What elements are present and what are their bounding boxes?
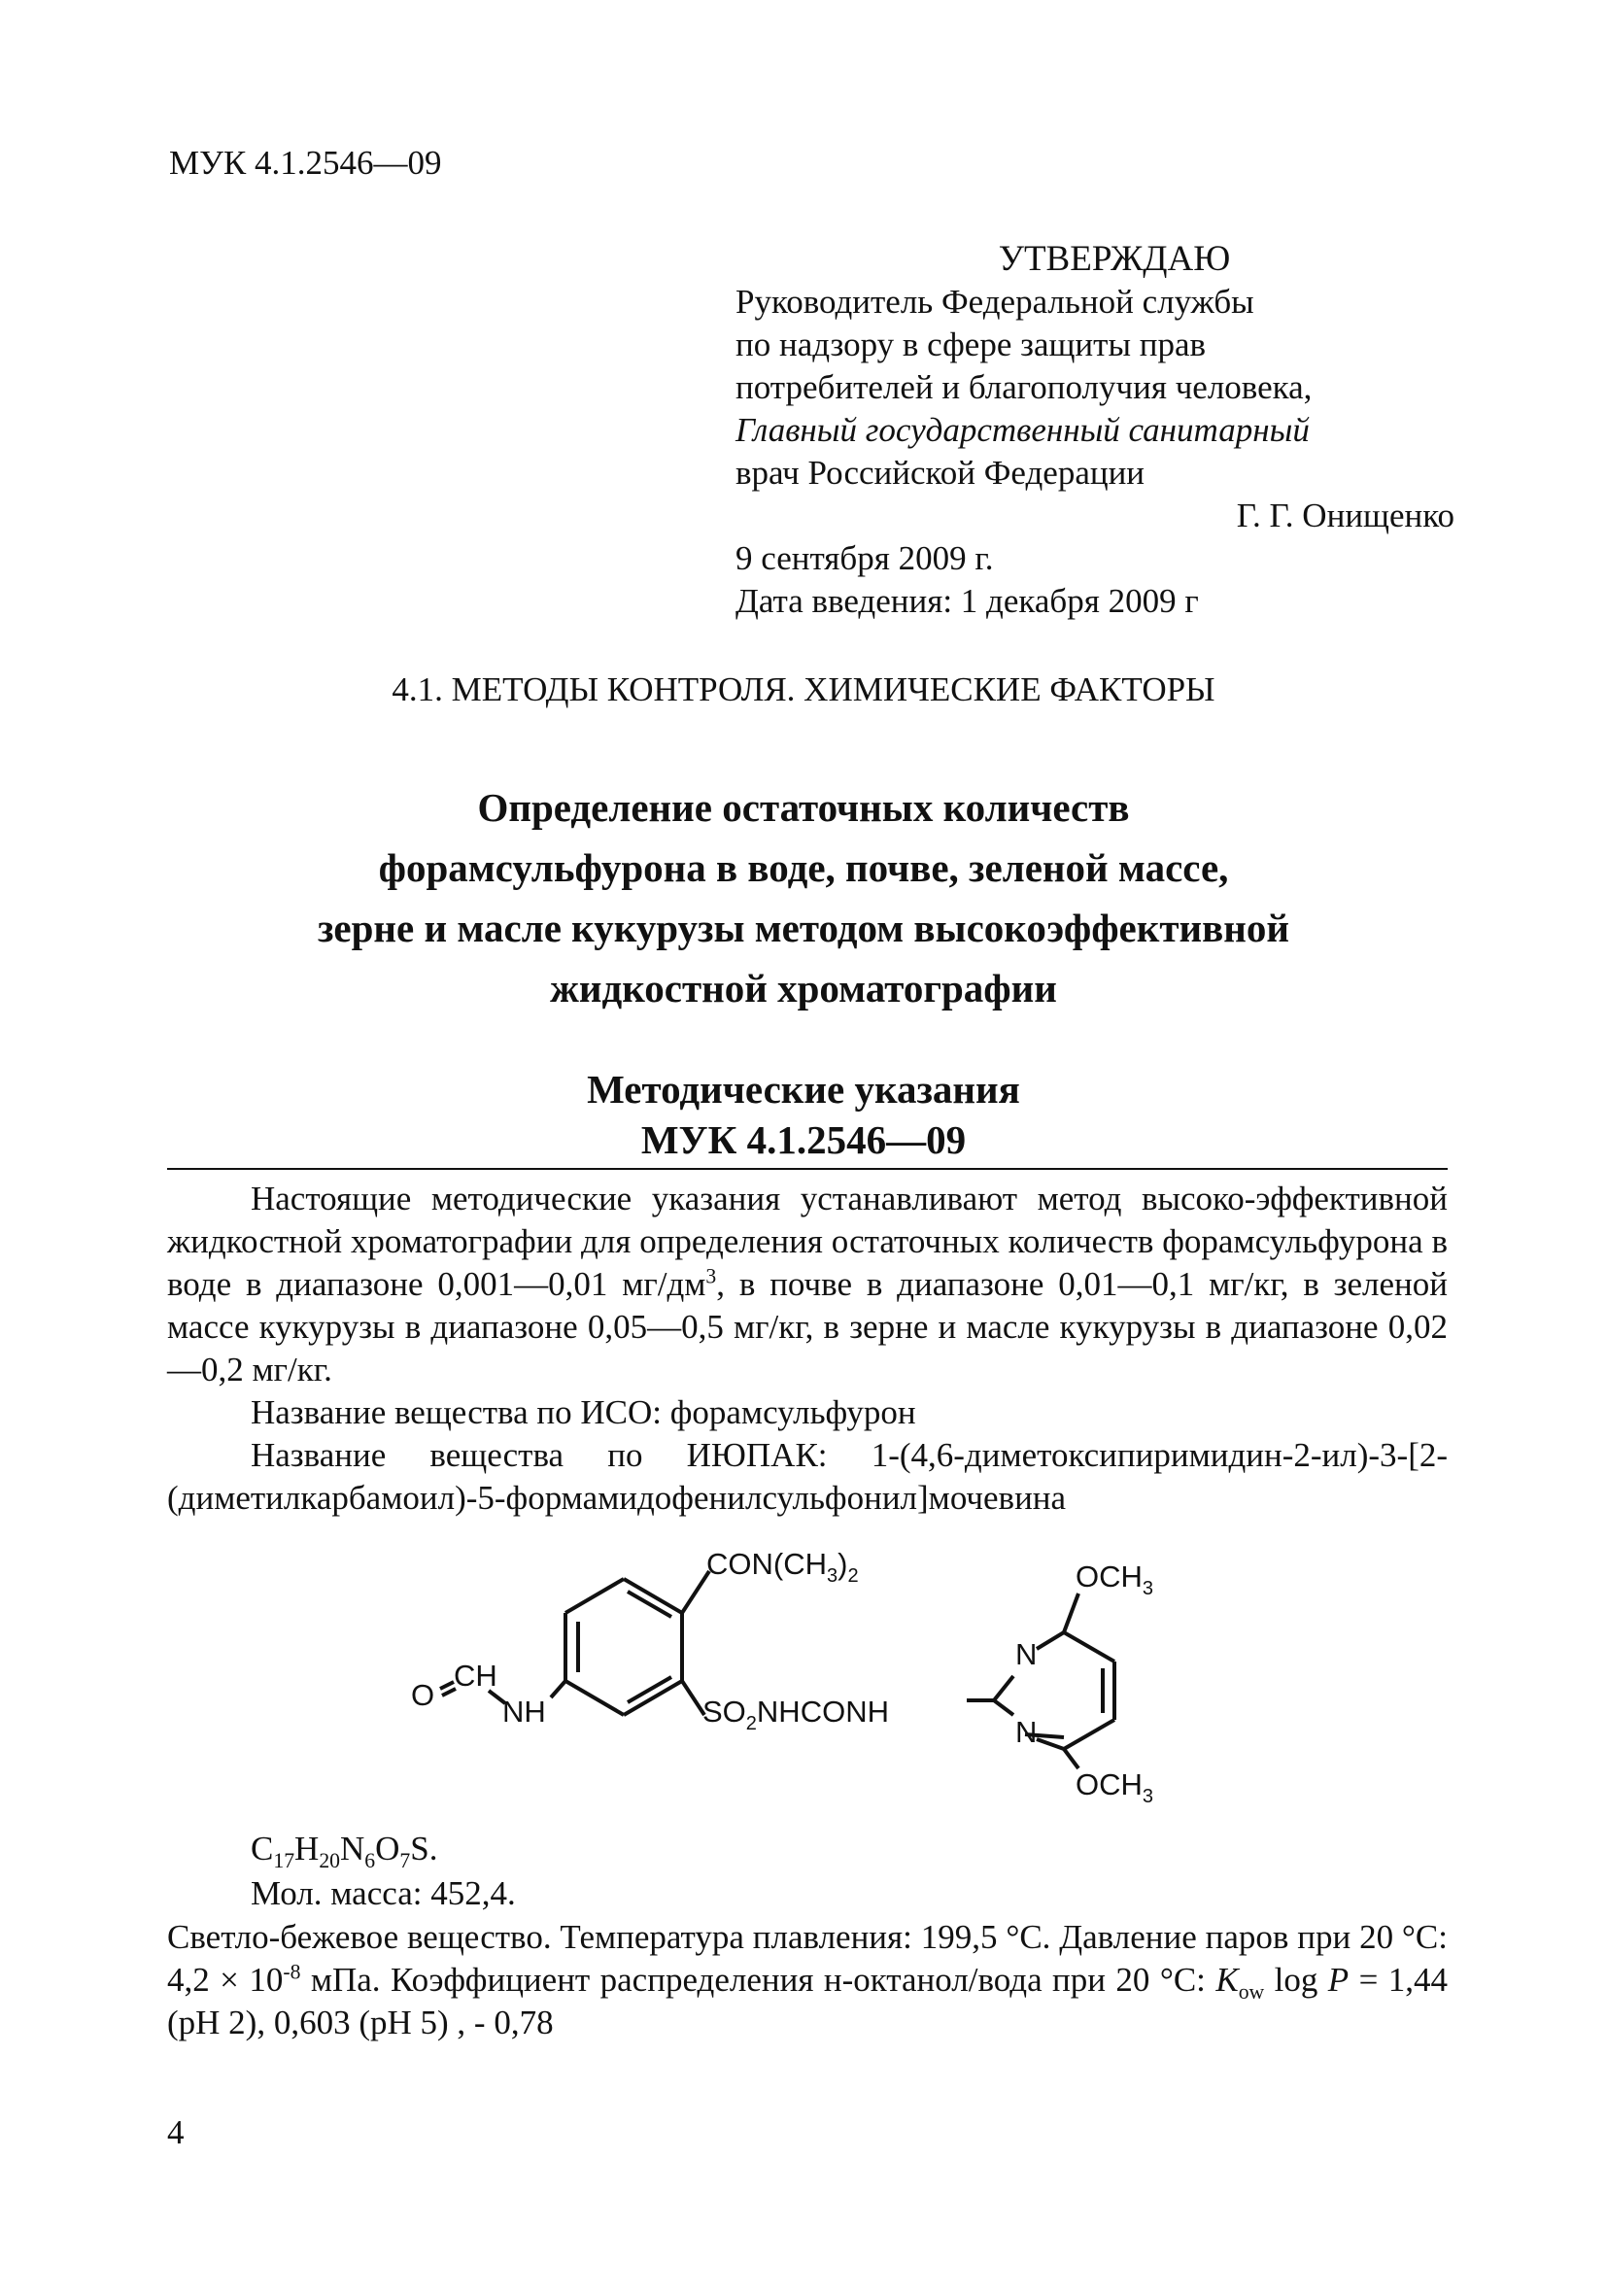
divider-rule — [167, 1168, 1448, 1170]
properties-paragraph: Светло-бежевое вещество. Температура плавления: 199,5 °С. Давление паров при 20 °С: $4,2 \times 10^{-8}$ мПа. Коэффициент распределения н-октанол/вода при 20 °С: $K_{ow}$ log P = 1,44 (рН 2), 0,603 (рН 5) , - 0,78 — [167, 1918, 1449, 2041]
intro-paragraph: Настоящие методические указания устанавливают метод высоко-эффективной жидкостной хроматографии для определения остаточных количеств форамсульфурона в воде в диапазоне 0,001—0,01 $мг/дм^3$, в почве в диапазоне 0,01—0,1 мг/кг, в зеленой массе кукурузы в диапазоне 0,05—0,5 мг/кг, в зерне и масле кукурузы в диапазоне 0,02—0,2 мг/кг. — [167, 1180, 1448, 1388]
approval-date: 9 сентября 2009 г. — [735, 539, 994, 577]
title-line: зерне и масле кукурузы методом высокоэффективной — [317, 906, 1290, 950]
iso-name: Название вещества по ИСО: форамсульфурон — [251, 1393, 916, 1431]
intro-text — [167, 1178, 1448, 1520]
carbamoyl-label: $CON(CH_3)_2$ — [706, 1547, 859, 1587]
title-line: форамсульфурона в воде, почве, зеленой массе, — [378, 845, 1229, 890]
guideline-heading — [0, 1064, 1607, 1165]
approval-line: потребителей и благополучия человека, — [735, 368, 1313, 406]
approval-line: врач Российской Федерации — [735, 454, 1145, 492]
approval-line: по надзору в сфере защиты прав — [735, 326, 1207, 363]
introduction-date: Дата введения: 1 декабря 2009 г — [735, 582, 1199, 620]
methoxy-bottom-label: $OCH_3$ — [1076, 1767, 1154, 1802]
methoxy-top-label: $OCH_3$ — [1076, 1559, 1154, 1599]
approval-line: Главный государственный санитарный — [735, 411, 1310, 449]
amide-nh: NH — [502, 1695, 546, 1729]
document-code: МУК 4.1.2546—09 — [169, 144, 442, 182]
sulfonyl-chain-label: $SO_2NHCONH$ — [702, 1695, 889, 1734]
molar-mass: Мол. масса: 452,4. — [251, 1874, 516, 1912]
title-line: жидкостной хроматографии — [550, 966, 1057, 1011]
formyl-ch: CH — [454, 1659, 497, 1693]
approval-heading: УТВЕРЖДАЮ — [998, 239, 1231, 279]
title-line: Определение остаточных количеств — [477, 785, 1130, 830]
pyrimidine-n-top: N — [1015, 1637, 1038, 1671]
formula-line: $C_{17}H_{20}N_6O_7S$. — [251, 1830, 438, 1872]
guideline-code: МУК 4.1.2546—09 — [640, 1117, 967, 1162]
approval-block — [735, 238, 1454, 623]
section-heading: 4.1. МЕТОДЫ КОНТРОЛЯ. ХИМИЧЕСКИЕ ФАКТОРЫ — [392, 670, 1215, 708]
page-number: 4 — [167, 2113, 185, 2151]
iupac-name: Название вещества по ИЮПАК: 1-(4,6-диметоксипиримидин-2-ил)-3-[2-(диметилкарбамоил)-5-формамидофенилсульфонил]мочевина — [167, 1436, 1448, 1517]
pyrimidine-n-bottom: N — [1015, 1715, 1038, 1749]
approval-signatory: Г. Г. Онищенко — [1236, 497, 1454, 534]
document-title — [0, 777, 1607, 1018]
chemical-structure — [384, 1540, 1219, 1802]
properties-text — [167, 1916, 1448, 2044]
formyl-oxygen: O — [411, 1678, 435, 1712]
guideline-label: Методические указания — [587, 1067, 1020, 1112]
approval-line: Руководитель Федеральной службы — [735, 283, 1254, 321]
molecular-formula — [251, 1827, 516, 1916]
